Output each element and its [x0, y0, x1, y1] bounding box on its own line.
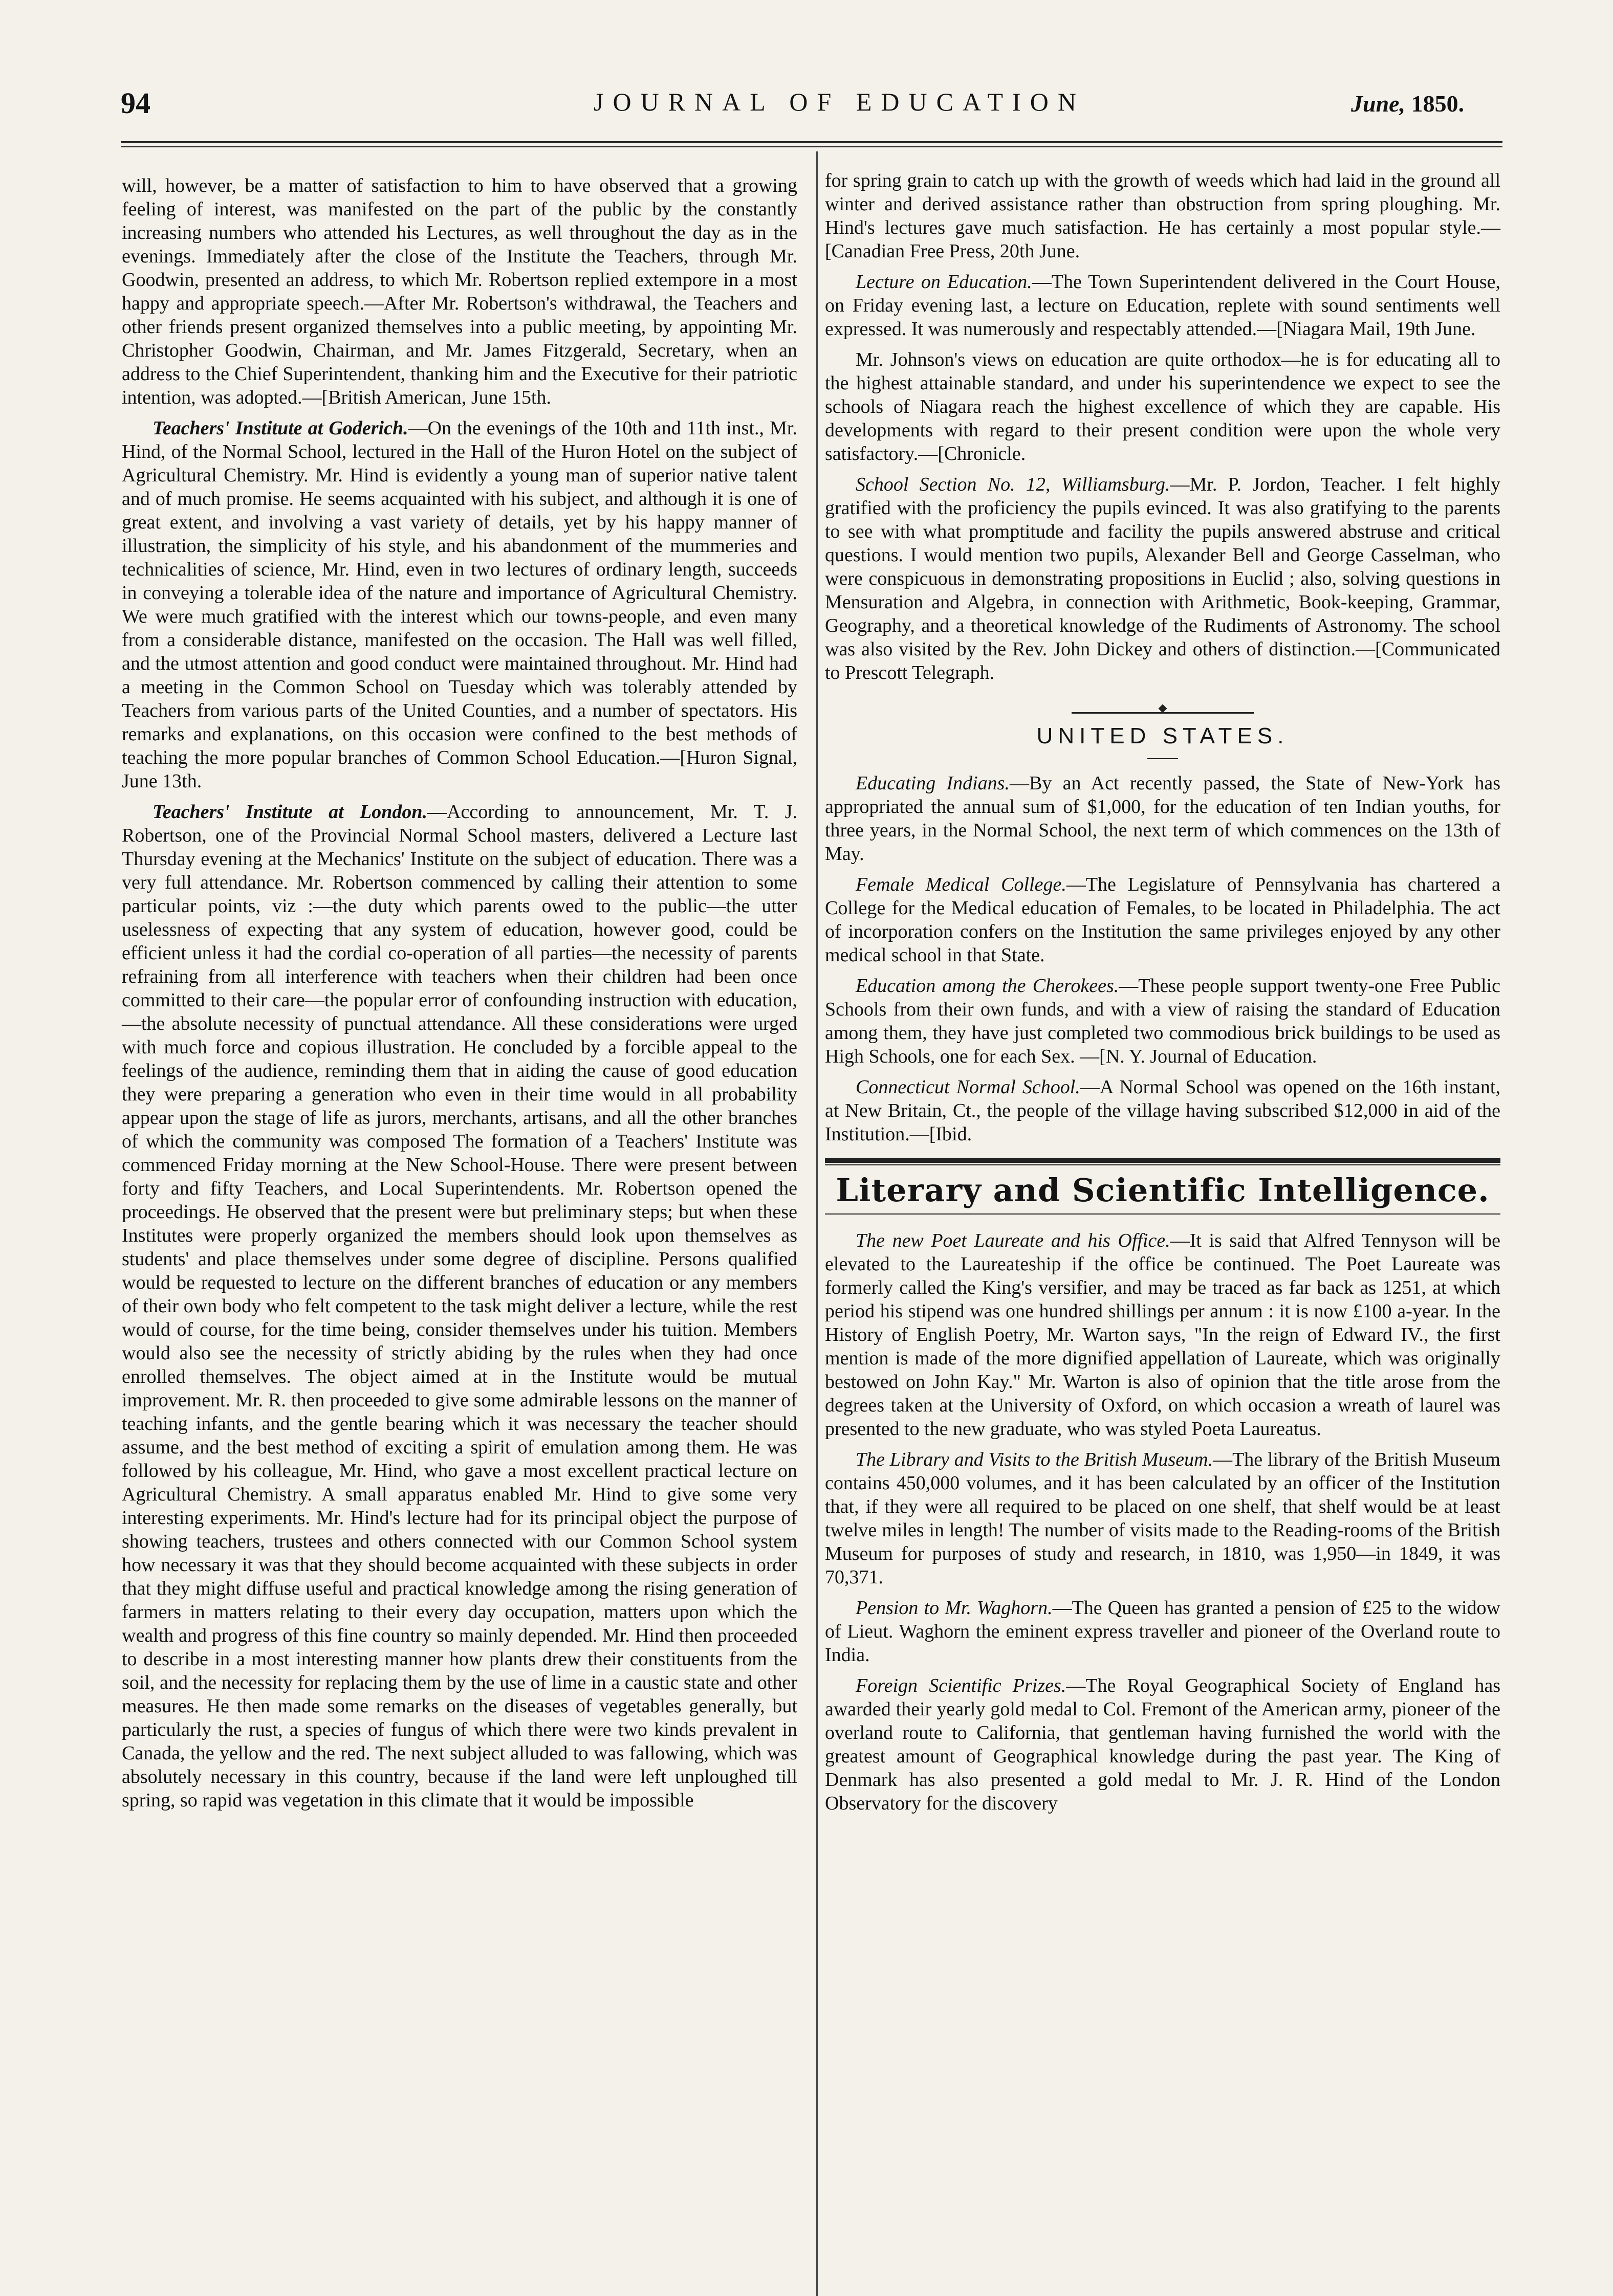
section-heading-united-states: UNITED STATES. — [1036, 723, 1289, 748]
article-heading: The new Poet Laureate and his Office. — [856, 1230, 1170, 1251]
article-heading: Teachers' Institute at Goderich. — [152, 417, 408, 439]
article-heading: School Section No. 12, Williamsburg. — [856, 474, 1170, 495]
issue-month: June, — [1351, 91, 1406, 117]
left-column — [122, 174, 797, 1819]
article-paragraph — [825, 270, 1500, 341]
article-text: —The Legislature of Pennsylvania has chartered a College for the Medical education of Females, to be located in Philadelphia. The act of incorporation confers on the Institution the same privileges enjoyed by any other medical school in that State. — [825, 874, 1501, 966]
article-text: —A Normal School was opened on the 16th instant, at New Britain, Ct., the people of the village having subscribed $12,000 in aid of the Institution.—[Ibid. — [825, 1076, 1500, 1145]
article-text: —Mr. P. Jordon, Teacher. I felt highly gratified with the proficiency the pupils evinced. It was also gratifying to the parents to see with what promptitude and facility the pupils answered abstruse and critical questions. I would mention two pupils, Alexander Bell and George Casselman, who were conspicuous in demonstrating propositions in Euclid ; also, solving questions in Mensuration and Algebra, in connection with Arithmetic, Book-keeping, Grammar, Geography, and a theoretical knowledge of the Rudiments of Astronomy. The school was also visited by the Rev. John Dickey and others of distinction.—[Communicated to Prescott Telegraph. — [825, 474, 1501, 683]
article-heading: The Library and Visits to the British Museum. — [856, 1449, 1213, 1470]
header-rule-bottom — [121, 146, 1502, 147]
article-heading: Female Medical College. — [856, 874, 1066, 895]
article-text: —These people support twenty-one Free Public Schools from their own funds, and with a view of raising the standard of Education among them, they have just completed two commodious brick buildings to be used as High Schools, one for each Sex. —[N. Y. Journal of Education. — [825, 975, 1500, 1067]
section-heading-literary: Literary and Scientific Intelligence. — [836, 1172, 1490, 1209]
section-rule-thin — [825, 1213, 1500, 1215]
right-column — [825, 169, 1500, 1822]
article-text: —According to announcement, Mr. T. J. Robertson, one of the Provincial Normal School masters, delivered a Lecture last Thursday evening at the Mechanics' Institute on the subject of education. There was a very full attendance. Mr. Robertson commenced by calling their attention to some particular points, viz :—the duty which parents owed to the public—the utter uselessness of expecting that any system of education, however good, could be efficient unless it had the cordial co-operation of all parties—the necessity of parents refraining from all interference with teachers when their children had been once committed to their care—the popular error of confounding instruction with education,—the absolute necessity of punctual attendance. All these considerations were urged with much force and copious illustration. He concluded by a forcible appeal to the feelings of the audience, reminding them that in aiding the cause of good education they were preparing a generation who even in their time would in all probability appear upon the stage of life as jurors, merchants, artisans, and all the other branches of which the community was composed The formation of a Teachers' Institute was commenced Friday morning at the New School-House. There were present between forty and fifty Teachers, and Local Superintendents. Mr. Robertson opened the proceedings. He observed that the present were but preliminary steps; but when these Institutes were properly organized the members should look upon themselves as students' and place themselves under some degree of discipline. Persons qualified would be requested to lecture on the different branches of education or any members of their own body who felt competent to the task might deliver a lecture, while the rest would of course, for the time being, consider themselves under his tuition. Members would also see the necessity of strictly abiding by the rules when they had once enrolled themselves. The object aimed at in the Institute would be mutual improvement. Mr. R. then proceeded to give some admirable lessons on the manner of teaching infants, and the gentle bearing which it was necessary the teacher should assume, and the best method of exciting a spirit of emulation among them. He was followed by his colleague, Mr. Hind, who gave a most excellent practical lecture on Agricultural Chemistry. A small apparatus enabled Mr. Hind to give some very interesting experiments. Mr. Hind's lecture had for its principal object the purpose of showing teachers, trustees and others connected with our Common School system how necessary it was that they should become acquainted with these subjects in order that they might diffuse useful and practical knowledge among the rising generation of farmers in matters relating to their every day occupation, matters upon which the wealth and progress of this fine country so mainly depended. Mr. Hind then proceeded to describe in a most interesting manner how plants drew their constituents from the soil, and the necessity for replacing them by the use of lime in a caustic state and other measures. He then made some remarks on the diseases of vegetables generally, but particularly the rust, a species of fungus of which there were two kinds prevalent in Canada, the yellow and the red. The next subject alluded to was fallowing, which was absolutely necessary in this country, because if the land were left unploughed till spring, so rapid was vegetation in this climate that it would be impossible — [122, 801, 797, 1811]
article-paragraph — [825, 473, 1500, 685]
article-paragraph — [122, 800, 797, 1812]
article-paragraph: for spring grain to catch up with the growth of weeds which had laid in the ground all winter and derived assistance rather than obstruction from spring ploughing. Mr. Hind's lectures gave much satisfaction. He has certainly a most popular style.—[Canadian Free Press, 20th June. — [825, 170, 1500, 262]
article-paragraph — [825, 1596, 1500, 1667]
article-paragraph — [825, 873, 1500, 967]
article-text: —The Royal Geographical Society of England has awarded their yearly gold medal to Col. Fremont of the American army, pioneer of the overland route to California, that gentleman having furnished the world with the greatest amount of Geographical knowledge during the past year. The King of Denmark has also presented a gold medal to Mr. J. R. Hind of the London Observatory for the discovery — [825, 1675, 1500, 1814]
issue-year: 1850. — [1411, 91, 1465, 117]
article-paragraph: Mr. Johnson's views on education are quite orthodox—he is for educating all to the highest attainable standard, and under his superintendence we expect to see the schools of Niagara reach the highest excellence of which they are capable. His developments with regard to their present condition were upon the whole very satisfactory.—[Chronicle. — [825, 349, 1500, 465]
article-paragraph — [825, 1229, 1500, 1441]
article-text: —It is said that Alfred Tennyson will be elevated to the Laureateship if the office be continued. The Poet Laureate was formerly called the King's versifier, and may be traced as far back as 1251, at which period his stipend was one hundred shillings per annum : it is now £100 a-year. In the History of English Poetry, Mr. Warton says, "In the reign of Edward IV., the first mention is made of the more dignified appellation of Laureate, which was originally bestowed on John Kay." Mr. Warton is also of opinion that the title arose from the degrees taken at the University of Oxford, on which occasion a wreath of laurel was presented to the new graduate, who was styled Poeta Laureatus. — [825, 1230, 1500, 1440]
article-text: —By an Act recently passed, the State of New-York has appropriated the annual sum of $1,000, for the education of ten Indian youths, for three years, in the Normal School, the next term of which commences on the 13th of May. — [825, 772, 1500, 865]
journal-title: JOURNAL OF EDUCATION — [594, 87, 1085, 116]
article-heading: Lecture on Education. — [856, 271, 1032, 293]
article-heading: Foreign Scientific Prizes. — [856, 1675, 1066, 1696]
article-heading: Education among the Cherokees. — [856, 975, 1119, 997]
article-paragraph — [825, 771, 1500, 866]
article-text: —The Town Superintendent delivered in the Court House, on Friday evening last, a lecture on Education, replete with sound sentiments well expressed. It was numerously and respectably attended.—[Niagara Mail, 19th June. — [825, 271, 1500, 340]
section-underline — [1147, 758, 1178, 759]
article-paragraph — [122, 416, 797, 793]
page-number: 94 — [121, 86, 150, 120]
column-divider — [816, 151, 818, 2296]
header-rule-top — [121, 141, 1502, 143]
article-paragraph — [825, 1075, 1500, 1146]
section-ornament — [825, 692, 1500, 702]
article-heading: Connecticut Normal School. — [856, 1076, 1080, 1098]
article-text: —On the evenings of the 10th and 11th inst., Mr. Hind, of the Normal School, lectured in the Hall of the Huron Hotel on the subject of Agricultural Chemistry. Mr. Hind is evidently a young man of superior native talent and of much promise. He seems acquainted with his subject, and although it is one of great extent, and involving a vast variety of details, yet by his happy manner of illustration, the simplicity of his style, and his abandonment of the mummeries and technicalities of science, Mr. Hind, even in two lectures of ordinary length, succeeds in conveying a tolerable idea of the nature and importance of Agricultural Chemistry. We were much gratified with the interest which our towns-people, and even many from a considerable distance, manifested on the occasion. The Hall was well filled, and the utmost attention and good conduct were maintained throughout. Mr. Hind had a meeting in the Common School on Tuesday which was tolerably attended by Teachers from various parts of the United Counties, and a number of spectators. His remarks and explanations, on this occasion were confined to the best methods of teaching the more popular branches of Common School Education.—[Huron Signal, June 13th. — [122, 417, 797, 792]
article-paragraph — [825, 974, 1500, 1068]
article-heading: Pension to Mr. Waghorn. — [856, 1597, 1053, 1619]
article-text: —The library of the British Museum contains 450,000 volumes, and it has been calculated by an officer of the Institution that, if they were all required to be placed on one shelf, that shelf would be at least twelve miles in length! The number of visits made to the Reading-rooms of the British Museum for purposes of study and research, in 1810, was 1,950—in 1849, it was 70,371. — [825, 1449, 1500, 1588]
article-paragraph — [825, 1448, 1500, 1589]
section-rule — [825, 1158, 1500, 1165]
issue-date — [1351, 90, 1464, 117]
article-paragraph — [825, 1674, 1500, 1815]
article-heading: Teachers' Institute at London. — [152, 801, 428, 823]
article-heading: Educating Indians. — [856, 772, 1010, 794]
article-paragraph: will, however, be a matter of satisfaction to him to have observed that a growing feeling of interest, was manifested on the part of the public by the constantly increasing numbers who attended his Lectures, as well throughout the day as in the evenings. Immediately after the close of the Institute the Teachers, through Mr. Goodwin, presented an address, to which Mr. Robertson replied extempore in a most happy and appropriate speech.—After Mr. Robertson's withdrawal, the Teachers and other friends present organized themselves into a public meeting, by appointing Mr. Christopher Goodwin, Chairman, and Mr. James Fitzgerald, Secretary, when an address to the Chief Superintendent, thanking him and the Executive for their patriotic intention, was adopted.—[British American, June 15th. — [122, 175, 797, 408]
article-text: —The Queen has granted a pension of £25 to the widow of Lieut. Waghorn the eminent express traveller and pioneer of the Overland route to India. — [825, 1597, 1500, 1666]
